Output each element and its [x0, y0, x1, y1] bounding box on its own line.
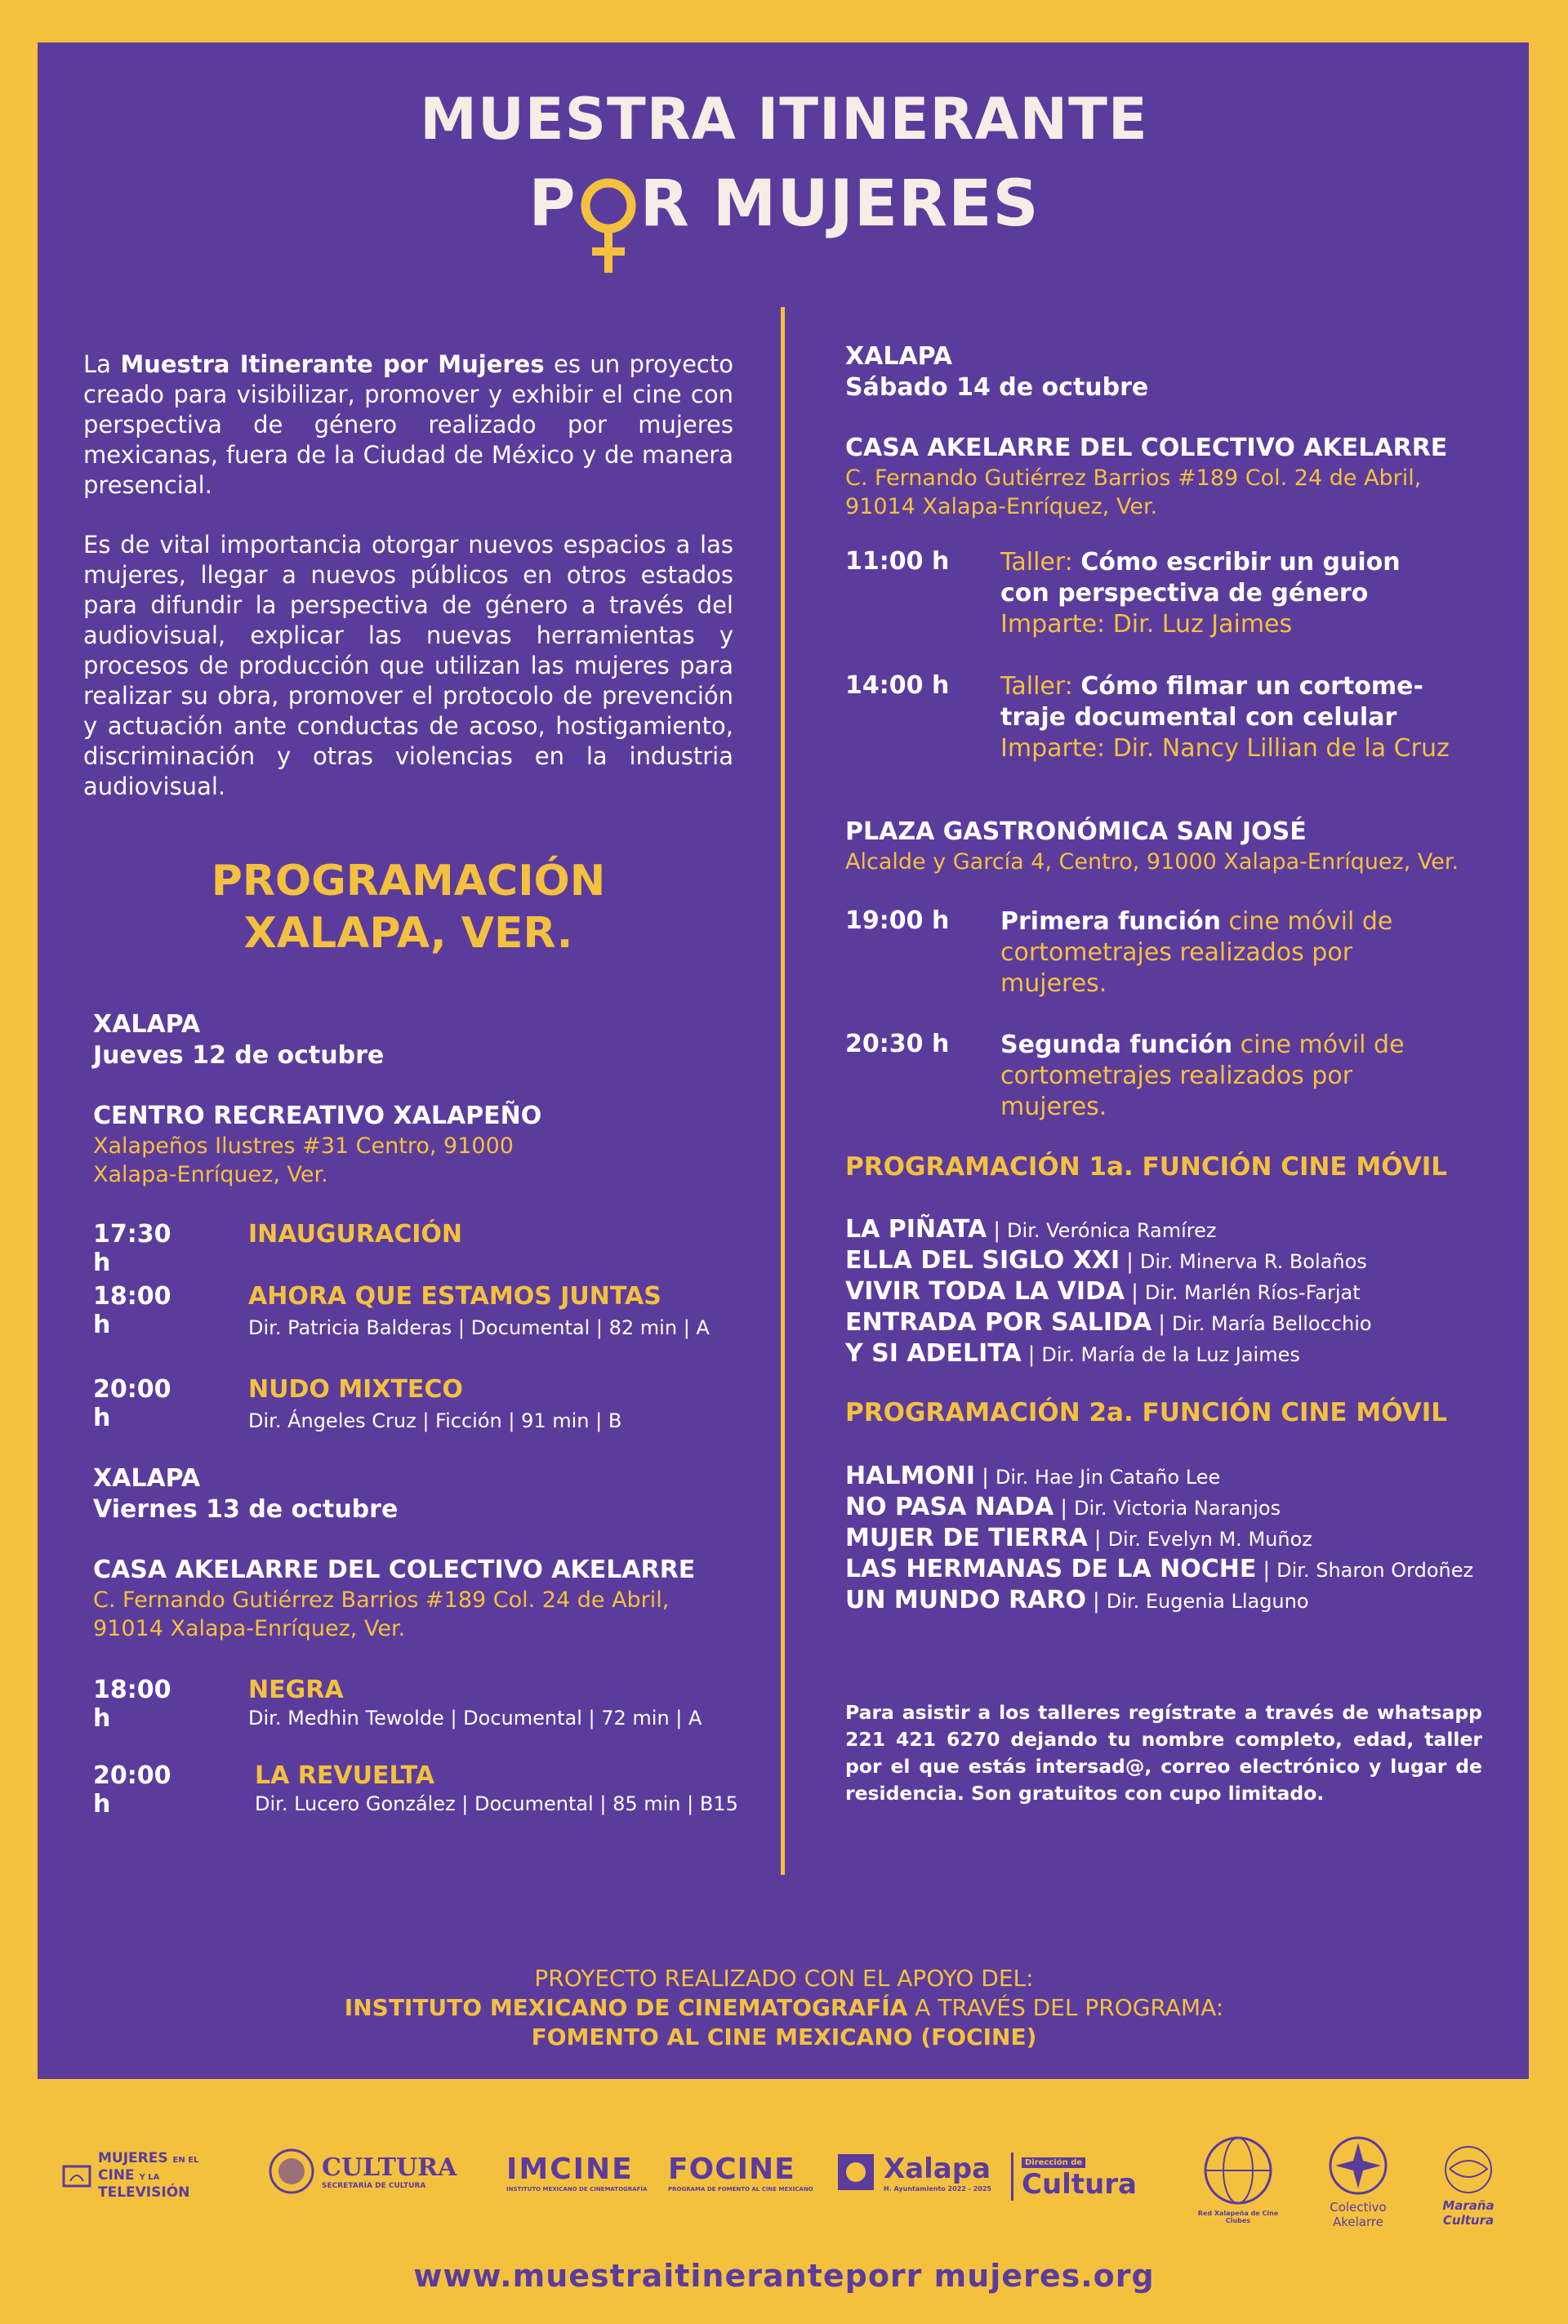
- star-badge-icon: [1327, 2135, 1389, 2197]
- film-director: Dir. Sharon Ordoñez: [1276, 1559, 1474, 1582]
- film-list-item: [845, 1214, 1216, 1246]
- sponsor-logos: [0, 2131, 1568, 2246]
- film-title: UN MUNDO RARO: [845, 1586, 1087, 1614]
- day3-city: XALAPA: [845, 342, 953, 371]
- intro-p1-a: La: [83, 350, 121, 378]
- globe-icon: [1202, 2135, 1274, 2206]
- logo-text: Maraña: [1442, 2198, 1494, 2213]
- workshop-title: Cómo filmar un cortome-: [1080, 672, 1423, 701]
- logo-text: Red Xalapeña de Cine Clubes: [1197, 2210, 1279, 2224]
- film-list-item: [845, 1585, 1309, 1617]
- support-line2-rest: A TRAVÉS DEL PROGRAMA:: [907, 1994, 1224, 2021]
- event-name: AHORA QUE ESTAMOS JUNTAS: [248, 1282, 662, 1311]
- workshop-title: Cómo escribir un guion: [1080, 548, 1401, 577]
- screen-icon: [62, 2161, 91, 2191]
- function-name: Segunda función: [1000, 1031, 1233, 1059]
- xalapa-emblem-icon: [835, 2151, 877, 2193]
- venue2-block: [845, 817, 1515, 876]
- prog2-heading: PROGRAMACIÓN 2a. FUNCIÓN CINE MÓVIL: [845, 1398, 1448, 1427]
- day3-venue: CASA AKELARRE DEL COLECTIVO AKELARRE: [845, 434, 1448, 462]
- event-meta: Dir. Medhin Tewolde | Documental | 72 min | A: [248, 1707, 702, 1730]
- logo-colectivo-akelarre: [1321, 2135, 1395, 2229]
- film-director: Dir. Hae Jin Cataño Lee: [995, 1466, 1221, 1489]
- film-list-item: [845, 1461, 1220, 1493]
- day2-city: XALAPA: [93, 1464, 201, 1493]
- workshop-title-cont: traje documental con celular: [1000, 703, 1397, 732]
- film-director: Dir. María Bellocchio: [1171, 1312, 1372, 1335]
- day1-address-1: Xalapeños Ilustres #31 Centro, 91000: [93, 1133, 514, 1159]
- film-director: Dir. Evelyn M. Muñoz: [1107, 1528, 1312, 1551]
- poster-title-line2: [0, 167, 1568, 241]
- intro-p1-c: es un proyecto creado para visibilizar, promover y exhibir el cine con perspectiva de género realizado por mujeres mexicanas, fuera de la Ciudad de México y de manera presencial.: [83, 350, 733, 499]
- film-title: LAS HERMANAS DE LA NOCHE: [845, 1555, 1257, 1583]
- column-divider: [781, 307, 785, 1875]
- logo-text: Xalapa: [884, 2152, 991, 2185]
- separator: |: [1094, 1527, 1102, 1552]
- event-name: NEGRA: [248, 1676, 344, 1704]
- event-time: 18:00 h: [93, 1282, 172, 1339]
- function-body: [1000, 1030, 1490, 1123]
- workshop-body: [1000, 547, 1490, 640]
- logo-text: Y LA: [139, 2173, 160, 2182]
- film-title: VIVIR TODA LA VIDA: [845, 1277, 1125, 1306]
- workshop-time: 14:00 h: [845, 671, 950, 700]
- logo-text: TELEVISIÓN: [98, 2184, 190, 2201]
- poster-title-line1: MUESTRA ITINERANTE: [420, 86, 1148, 153]
- support-credits: [0, 1964, 1568, 2052]
- support-line1: PROYECTO REALIZADO CON EL APOYO DEL:: [534, 1965, 1034, 1992]
- function-name: Primera función: [1000, 907, 1221, 936]
- event-name: NUDO MIXTECO: [248, 1375, 463, 1404]
- film-list-item: [845, 1554, 1473, 1586]
- function-desc: cine móvil de: [1232, 1031, 1405, 1059]
- day1-date: Jueves 12 de octubre: [93, 1041, 385, 1070]
- logo-text: FOCINE: [668, 2153, 795, 2186]
- website-url[interactable]: www.muestraitineranteporr mujeres.org: [413, 2258, 1155, 2294]
- workshop-kind: Taller:: [1000, 548, 1081, 577]
- logo-text: Colectivo: [1330, 2200, 1387, 2215]
- workshop-title-cont: con perspectiva de género: [1000, 579, 1369, 608]
- title-p: P: [528, 167, 577, 241]
- day3-address-1: C. Fernando Gutiérrez Barrios #189 Col. 24 de Abril,: [845, 465, 1422, 491]
- logo-text: CULTURA: [322, 2153, 457, 2182]
- film-director: Dir. Victoria Naranjos: [1074, 1497, 1281, 1520]
- logo-cultura: [268, 2148, 457, 2195]
- film-director: Dir. Verónica Ramírez: [1007, 1219, 1217, 1242]
- programacion-line2: XALAPA, VER.: [243, 909, 573, 958]
- film-title: LA PIÑATA: [845, 1215, 987, 1244]
- title-rest: R MUJERES: [639, 167, 1040, 241]
- day2-block: [93, 1463, 746, 1643]
- day1-block: [93, 1009, 746, 1189]
- logo-xalapa: [835, 2151, 991, 2193]
- separator: |: [1263, 1558, 1271, 1583]
- registration-note: Para asistir a los talleres regístrate a través de whatsapp 221 421 6270 dejando tu nombre completo, edad, taller por el que estás intersad@, correo electrónico y lugar de residencia. Son gratuitos con cupo limitado.: [845, 1701, 1482, 1805]
- separator: |: [1093, 1589, 1100, 1614]
- day1-address-2: Xalapa-Enríquez, Ver.: [93, 1162, 328, 1187]
- film-list-item: [845, 1245, 1367, 1277]
- logo-focine: [668, 2153, 813, 2193]
- event-name: INAUGURACIÓN: [248, 1220, 463, 1249]
- film-director: Dir. Marlén Ríos-Farjat: [1144, 1281, 1361, 1304]
- film-title: HALMONI: [845, 1462, 976, 1490]
- function-desc-3: mujeres.: [1000, 969, 1107, 998]
- event-name: LA REVUELTA: [255, 1761, 434, 1790]
- day2-address-1: C. Fernando Gutiérrez Barrios #189 Col. 24 de Abril,: [93, 1587, 670, 1613]
- function-desc-2: cortometrajes realizados por: [1000, 938, 1353, 967]
- logo-text: Cultura: [1442, 2213, 1494, 2228]
- event-time: 17:30 h: [93, 1220, 172, 1277]
- logo-imcine: [506, 2153, 647, 2193]
- workshop-instructor: Imparte: Dir. Nancy Lillian de la Cruz: [1000, 734, 1450, 763]
- intro-p1-bold: Muestra Itinerante por Mujeres: [120, 350, 545, 378]
- logo-text: CINE: [98, 2167, 135, 2184]
- day3-address-3: Alcalde y García 4, Centro, 91000 Xalapa-Enríquez, Ver.: [845, 849, 1459, 875]
- workshop-body: [1000, 671, 1490, 764]
- film-list-item: [845, 1276, 1361, 1308]
- logo-marana-cultura: [1436, 2144, 1501, 2228]
- day3-address-2: 91014 Xalapa-Enríquez, Ver.: [845, 494, 1158, 519]
- logo-text: INSTITUTO MEXICANO DE CINEMATOGRAFÍA: [506, 2186, 648, 2193]
- separator: |: [1027, 1342, 1036, 1367]
- film-director: Dir. Minerva R. Bolaños: [1139, 1250, 1367, 1273]
- prog1-heading: PROGRAMACIÓN 1a. FUNCIÓN CINE MÓVIL: [845, 1152, 1448, 1182]
- intro-text: [83, 349, 733, 831]
- workshop-time: 11:00 h: [845, 547, 950, 576]
- function-time: 20:30 h: [845, 1030, 950, 1058]
- function-desc-3: mujeres.: [1000, 1093, 1107, 1121]
- logo-text: Dirección de: [1022, 2157, 1085, 2168]
- logo-text: Cultura: [1022, 2168, 1137, 2201]
- knot-icon: [1443, 2144, 1494, 2195]
- film-list-item: [845, 1307, 1372, 1339]
- separator: |: [1131, 1280, 1138, 1305]
- logo-text: PROGRAMA DE FOMENTO AL CINE MEXICANO: [668, 2186, 813, 2193]
- workshop-instructor: Imparte: Dir. Luz Jaimes: [1000, 610, 1293, 639]
- function-body: [1000, 906, 1490, 999]
- programacion-heading: [83, 855, 733, 959]
- event-meta: Dir. Lucero González | Documental | 85 min | B15: [255, 1792, 738, 1815]
- separator: |: [1126, 1249, 1134, 1274]
- event-meta: Dir. Ángeles Cruz | Ficción | 91 min | B: [248, 1409, 622, 1432]
- programacion-line1: PROGRAMACIÓN: [211, 857, 606, 906]
- day2-venue: CASA AKELARRE DEL COLECTIVO AKELARRE: [93, 1556, 696, 1584]
- logo-text: H. Ayuntamiento 2022 - 2025: [884, 2184, 991, 2193]
- film-list-item: [845, 1523, 1312, 1555]
- day2-address-2: 91014 Xalapa-Enríquez, Ver.: [93, 1616, 406, 1641]
- support-program: FOMENTO AL CINE MEXICANO (FOCINE): [531, 2023, 1037, 2050]
- function-desc-2: cortometrajes realizados por: [1000, 1062, 1353, 1090]
- workshop-kind: Taller:: [1000, 672, 1081, 701]
- support-institute: INSTITUTO MEXICANO DE CINEMATOGRAFÍA: [344, 1994, 908, 2021]
- event-time: 20:00 h: [93, 1761, 172, 1819]
- seal-icon: [268, 2148, 315, 2195]
- logo-direccion-cultura: [1011, 2153, 1137, 2201]
- film-list-item: [845, 1338, 1300, 1370]
- separator: |: [1060, 1496, 1067, 1520]
- logo-red-cine-clubes: [1197, 2135, 1279, 2224]
- day3-venue2: PLAZA GASTRONÓMICA SAN JOSÉ: [845, 817, 1307, 846]
- logo-text: Akelarre: [1333, 2215, 1383, 2229]
- intro-paragraph-1: [83, 349, 733, 501]
- day3-block: [845, 341, 1499, 521]
- event-time: 18:00 h: [93, 1676, 172, 1733]
- film-title: NO PASA NADA: [845, 1493, 1054, 1521]
- logo-text: SECRETARÍA DE CULTURA: [322, 2181, 426, 2190]
- film-title: MUJER DE TIERRA: [845, 1524, 1088, 1552]
- logo-text: MUJERES: [98, 2150, 168, 2166]
- event-time: 20:00 h: [93, 1375, 172, 1432]
- day2-date: Viernes 13 de octubre: [93, 1495, 399, 1524]
- function-time: 19:00 h: [845, 906, 950, 935]
- film-title: ENTRADA POR SALIDA: [845, 1308, 1152, 1337]
- logo-text: IMCINE: [506, 2153, 634, 2186]
- film-title: ELLA DEL SIGLO XXI: [845, 1246, 1120, 1275]
- venus-icon: [577, 171, 640, 229]
- separator: |: [982, 1465, 989, 1489]
- film-director: Dir. María de la Luz Jaimes: [1041, 1343, 1300, 1366]
- day1-city: XALAPA: [93, 1010, 201, 1039]
- film-list-item: [845, 1492, 1281, 1524]
- event-meta: Dir. Patricia Balderas | Documental | 82 min | A: [248, 1316, 710, 1339]
- logo-text: EN EL: [172, 2156, 199, 2165]
- separator: |: [1158, 1311, 1165, 1336]
- separator: |: [993, 1218, 1001, 1243]
- function-desc: cine móvil de: [1220, 907, 1393, 936]
- intro-paragraph-2: Es de vital importancia otorgar nuevos espacios a las mujeres, llegar a nuevos públicos en otros estados para difundir la perspectiva de género a través del audiovisual, explicar las nuevas herramientas y procesos de producción que utilizan las mujeres para realizar su obra, promover el protocolo de prevención y actuación ante conductas de acoso, hostigamiento, discriminación y otras violencias en la industria audiovisual.: [83, 531, 733, 800]
- film-title: Y SI ADELITA: [845, 1339, 1022, 1368]
- film-director: Dir. Eugenia Llaguno: [1106, 1590, 1309, 1613]
- day3-date: Sábado 14 de octubre: [845, 373, 1149, 402]
- day1-venue: CENTRO RECREATIVO XALAPEÑO: [93, 1102, 542, 1130]
- logo-mujeres-cine-tv: [62, 2151, 198, 2201]
